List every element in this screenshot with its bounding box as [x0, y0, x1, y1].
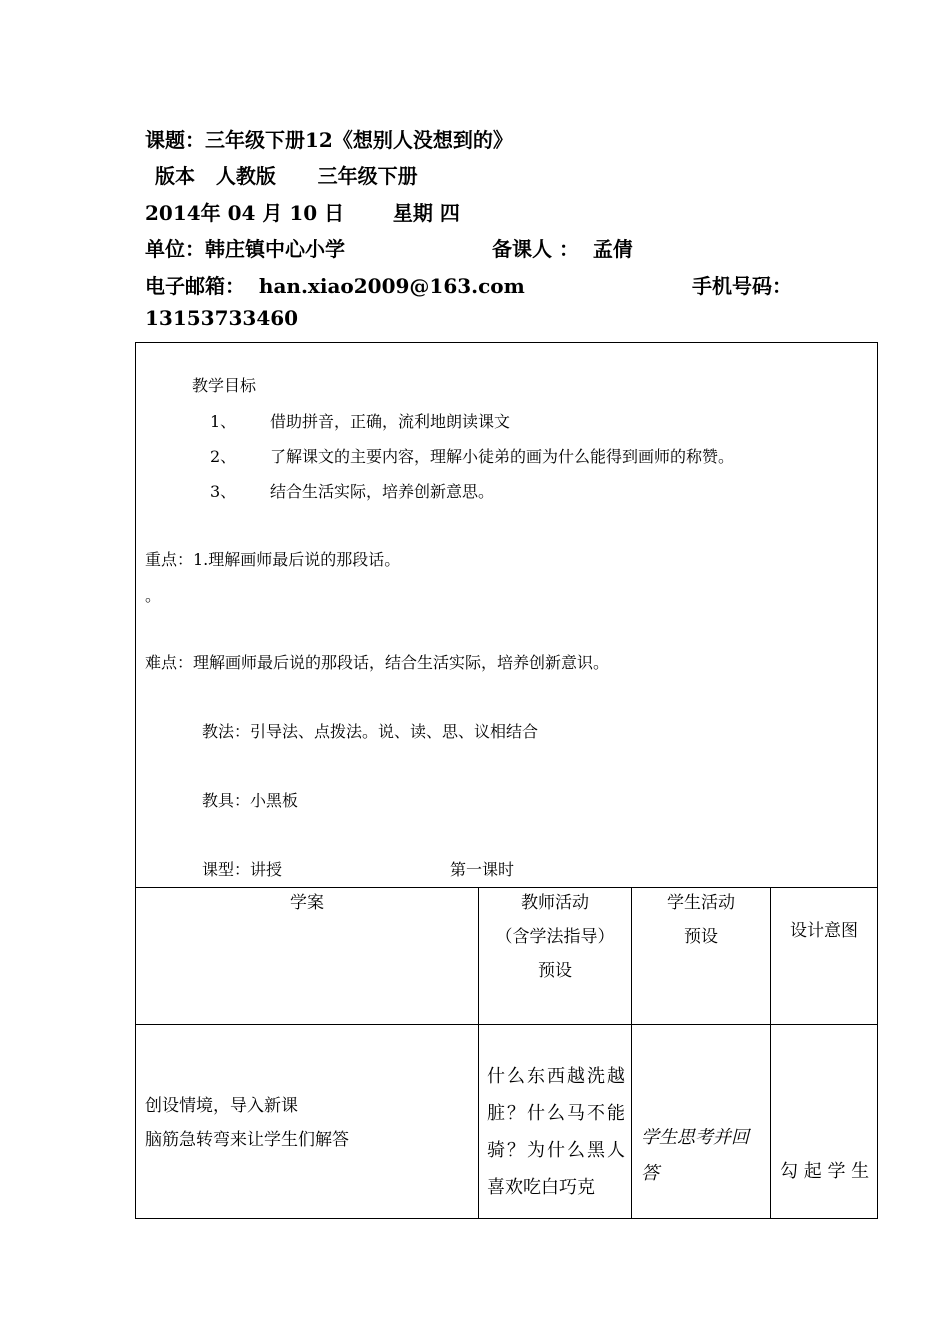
goal-number: 3、 [210, 482, 237, 501]
header-date: 2014年 04 月 10 日 星期 四 [145, 201, 460, 225]
goal-text: 了解课文的主要内容，理解小徒弟的画为什么能得到画师的称赞。 [270, 447, 735, 466]
key-point-dot: 。 [145, 586, 162, 605]
lesson-period: 第一课时 [450, 860, 515, 879]
plan-line: 创设情境，导入新课 [145, 1096, 298, 1116]
key-point: 重点：1.理解画师最后说的那段话。 [145, 550, 401, 569]
teaching-method: 教法：引导法、点拨法。说、读、思、议相结合 [202, 722, 539, 741]
header-phone-label: 手机号码： [692, 274, 792, 298]
header-email: 电子邮箱： han.xiao2009@163.com [145, 274, 525, 298]
header-unit: 单位：韩庄镇中心小学 [145, 237, 345, 261]
teacher-activity: 什么东西越洗越脏？什么马不能骑？为什么黑人喜欢吃白巧克 [487, 1066, 625, 1198]
goal-text: 结合生活实际，培养创新意思。 [270, 482, 495, 501]
design-intent: 勾 起 学 生 [780, 1161, 870, 1182]
table-header-student: 学生活动 预设 [667, 893, 735, 947]
goal-text: 借助拼音，正确，流利地朗读课文 [270, 412, 511, 431]
lesson-plan-box [135, 342, 878, 1219]
plan-line: 脑筋急转弯来让学生们解答 [145, 1130, 349, 1150]
lesson-type: 课型：讲授 [202, 860, 283, 879]
header-title: 课题：三年级下册12《想别人没想到的》 [145, 128, 513, 152]
header-phone: 13153733460 [145, 306, 299, 330]
header-version: 版本 人教版 三年级下册 [155, 164, 418, 188]
student-activity: 学生思考并回答 [641, 1127, 749, 1184]
teaching-tools: 教具：小黑板 [202, 791, 299, 810]
table-header-plan: 学案 [290, 893, 324, 913]
goal-number: 1、 [210, 412, 237, 431]
table-header-teacher: 教师活动 （含学法指导） 预设 [495, 893, 615, 981]
difficulty: 难点：理解画师最后说的那段话，结合生活实际，培养创新意识。 [145, 653, 610, 672]
goals-heading: 教学目标 [192, 376, 257, 395]
goal-number: 2、 [210, 447, 237, 466]
header-preparer: 备课人 ： 孟倩 [492, 237, 633, 261]
table-header-intent: 设计意图 [790, 921, 858, 941]
table-row-rule [136, 1024, 877, 1025]
